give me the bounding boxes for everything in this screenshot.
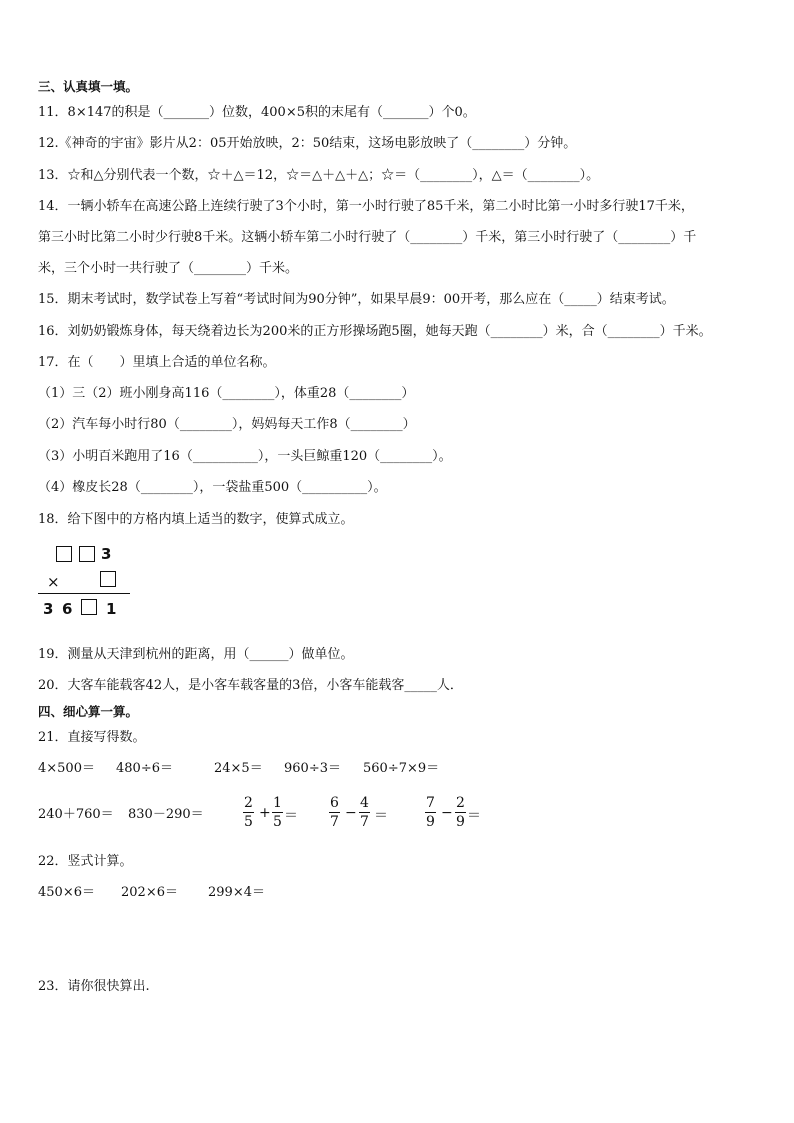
question-18: 18．给下图中的方格内填上适当的数字，使算式成立。 xyxy=(38,512,354,527)
minus-sign: − xyxy=(345,805,357,821)
blank-box[interactable] xyxy=(56,546,72,562)
question-12: 12.《神奇的宇宙》影片从2：05开始放映，2：50结束，这场电影放映了（________）分钟。 xyxy=(38,136,577,151)
question-17-item-4: （4）橡皮长28（________），一袋盐重500（__________）。 xyxy=(38,480,387,495)
question-11: 11．8×147的积是（_______）位数，400×5积的末尾有（_______）个0。 xyxy=(38,105,476,120)
fraction: 7 9 xyxy=(426,795,435,830)
blank-box[interactable] xyxy=(79,546,95,562)
question-15: 15．期末考试时，数学试卷上写着“考试时间为90分钟”，如果早晨9：00开考，那么应在（_____）结束考试。 xyxy=(38,292,675,307)
question-14-line-2: 第三小时比第二小时少行驶8千米。这辆小轿车第二小时行驶了（________）千米，第三小时行驶了（________）千 xyxy=(38,230,697,245)
column-calc-item: 450×6＝ xyxy=(38,885,95,900)
question-19: 19．测量从天津到杭州的距离，用（______）做单位。 xyxy=(38,647,354,662)
question-17-item-2: （2）汽车每小时行80（________），妈妈每天工作8（________） xyxy=(38,417,416,432)
fraction: 2 9 xyxy=(456,795,465,830)
mental-math-item: 24×5＝ xyxy=(214,761,263,776)
puzzle-digit: 6 xyxy=(62,600,73,618)
puzzle-digit: 3 xyxy=(101,545,112,563)
question-14-line-3: 米，三个小时一共行驶了（________）千米。 xyxy=(38,261,299,276)
section-4-title: 四、细心算一算。 xyxy=(38,704,139,719)
blank-box[interactable] xyxy=(81,599,97,615)
puzzle-digit: 1 xyxy=(106,600,117,618)
equals-sign: ＝ xyxy=(284,808,298,824)
question-17-item-3: （3）小明百米跑用了16（__________），一头巨鲸重120（________）。 xyxy=(38,449,452,464)
question-14-line-1: 14．一辆小轿车在高速公路上连续行驶了3个小时，第一小时行驶了85千米，第二小时比第一小时多行驶17千米， xyxy=(38,199,694,214)
blank-box[interactable] xyxy=(100,571,116,587)
column-calc-item: 202×6＝ xyxy=(121,885,178,900)
question-17: 17．在（ ）里填上合适的单位名称。 xyxy=(38,355,276,370)
plus-sign: + xyxy=(259,805,271,821)
fraction: 1 5 xyxy=(273,795,282,830)
equals-sign: ＝ xyxy=(467,808,481,824)
question-20: 20．大客车能载客42人，是小客车载客量的3倍，小客车能载客_____人． xyxy=(38,678,463,693)
question-13: 13．☆和△分别代表一个数，☆＋△＝12，☆＝△＋△＋△；☆＝（________），△＝（________）。 xyxy=(38,168,600,183)
puzzle-rule xyxy=(38,593,130,594)
question-16: 16．刘奶奶锻炼身体，每天绕着边长为200米的正方形操场跑5圈，她每天跑（________）米，合（________）千米。 xyxy=(38,324,712,339)
equals-sign: ＝ xyxy=(374,808,388,824)
mental-math-item: 4×500＝ xyxy=(38,761,95,776)
minus-sign: − xyxy=(441,805,453,821)
mental-math-item: 480÷6＝ xyxy=(116,761,173,776)
times-sign: × xyxy=(47,573,60,591)
fraction: 2 5 xyxy=(244,795,253,830)
mental-math-item: 560÷7×9＝ xyxy=(363,761,440,776)
puzzle-digit: 3 xyxy=(43,600,54,618)
mental-math-item: 830－290＝ xyxy=(128,807,204,822)
question-21: 21．直接写得数。 xyxy=(38,730,146,745)
question-17-item-1: （1）三（2）班小刚身高116（________），体重28（________） xyxy=(38,386,415,401)
mental-math-item: 240＋760＝ xyxy=(38,807,114,822)
fraction: 6 7 xyxy=(330,795,339,830)
section-3-title: 三、认真填一填。 xyxy=(38,79,139,94)
question-22: 22．竖式计算。 xyxy=(38,854,133,869)
question-23: 23．请你很快算出. xyxy=(38,979,150,994)
column-calc-item: 299×4＝ xyxy=(208,885,265,900)
fraction: 4 7 xyxy=(360,795,369,830)
mental-math-item: 960÷3＝ xyxy=(284,761,341,776)
